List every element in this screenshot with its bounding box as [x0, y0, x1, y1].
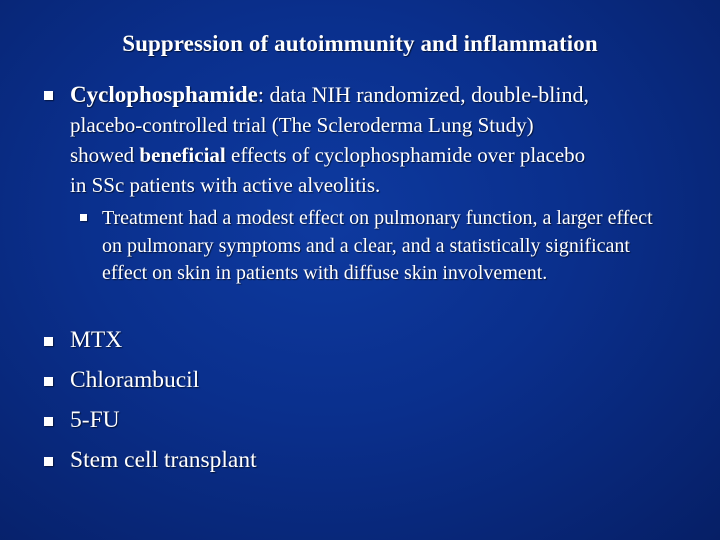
bullet-marker-1: [44, 91, 53, 100]
sub-bullet-text: Treatment had a modest effect on pulmonary function, a larger effect on pulmonary symptoms and a clear, and a statistically significant effect on skin in patients with diffuse skin involvement.: [102, 207, 653, 284]
sub-bullet-marker: [80, 214, 87, 221]
bullet-marker-2: [44, 337, 53, 346]
bullet-1-text: [70, 80, 670, 200]
bullet-1-line-3-post: effects of cyclophosphamide over placebo: [225, 143, 586, 167]
bullet-item-stem-cell-transplant: Stem cell transplant: [70, 447, 257, 473]
bullet-marker-5: [44, 457, 53, 466]
bullet-item-mtx: MTX: [70, 327, 123, 353]
bullet-marker-4: [44, 417, 53, 426]
bullet-1-line-2: placebo-controlled trial (The Scleroderma Lung Study): [70, 113, 534, 137]
bullet-marker-3: [44, 377, 53, 386]
bullet-1-line-4: in SSc patients with active alveolitis.: [70, 173, 381, 197]
bullet-item-5fu: 5-FU: [70, 407, 120, 433]
bullet-1-line-3-pre: showed: [70, 143, 140, 167]
bullet-1-bold-word: beneficial: [139, 143, 226, 167]
bullet-1-line-3: [70, 140, 670, 170]
bullet-1-head: Cyclophosphamide: [70, 82, 258, 107]
bullet-item-chlorambucil: Chlorambucil: [70, 367, 200, 393]
slide-title: Suppression of autoimmunity and inflammation: [122, 31, 598, 56]
bullet-1-head-suffix: : data NIH randomized, double-blind,: [257, 82, 590, 107]
